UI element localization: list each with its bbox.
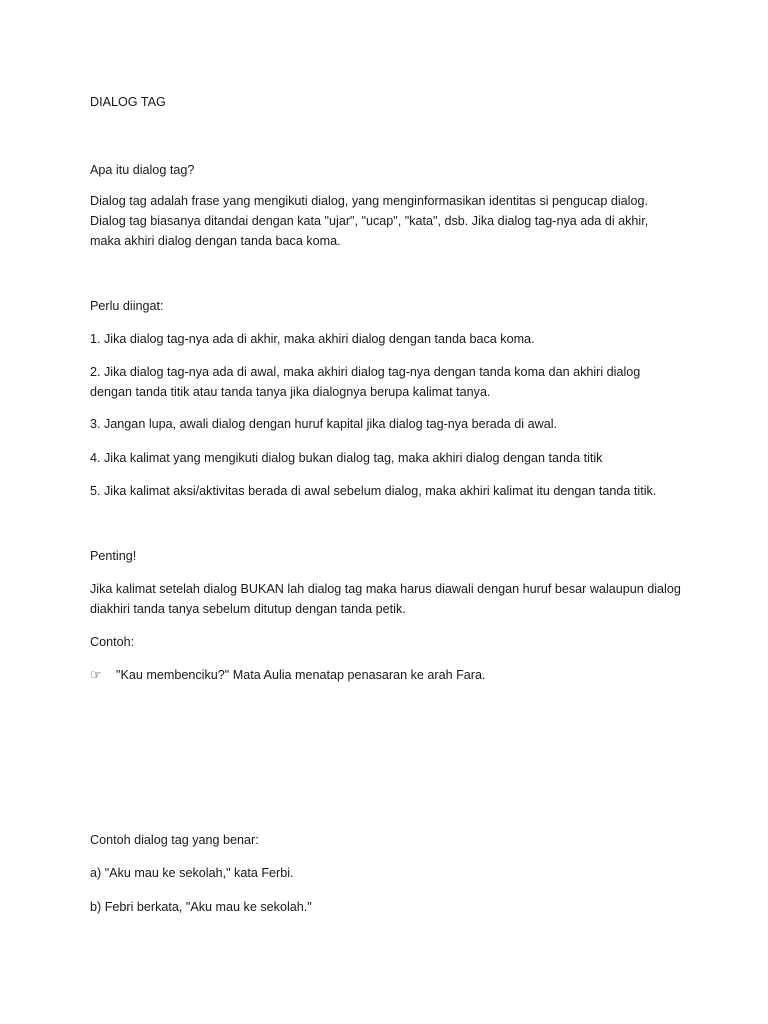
correct-example-a: a) "Aku mau ke sekolah," kata Ferbi. (90, 866, 294, 880)
remember-heading: Perlu diingat: (90, 299, 164, 313)
document-title: DIALOG TAG (90, 95, 166, 109)
question-heading: Apa itu dialog tag? (90, 163, 195, 177)
pointing-hand-icon: ☞ (90, 668, 102, 683)
important-line: Jika kalimat setelah dialog BUKAN lah dialog tag maka harus diawali dengan huruf besar walaupun dialog (90, 582, 681, 596)
example-text: "Kau membenciku?" Mata Aulia menatap penasaran ke arah Fara. (116, 668, 486, 682)
important-paragraph (90, 579, 690, 619)
rule-2-line: dengan tanda titik atau tanda tanya jika dialognya berupa kalimat tanya. (90, 385, 491, 399)
intro-line: maka akhiri dialog dengan tanda baca koma. (90, 234, 341, 248)
rule-4: 4. Jika kalimat yang mengikuti dialog bukan dialog tag, maka akhiri dialog dengan tanda titik (90, 451, 603, 465)
rule-1: 1. Jika dialog tag-nya ada di akhir, maka akhiri dialog dengan tanda baca koma. (90, 332, 535, 346)
rule-2-line: 2. Jika dialog tag-nya ada di awal, maka akhiri dialog tag-nya dengan tanda koma dan akhiri dialog (90, 365, 641, 379)
rule-3: 3. Jangan lupa, awali dialog dengan huruf kapital jika dialog tag-nya berada di awal. (90, 417, 557, 431)
important-heading: Penting! (90, 549, 137, 563)
correct-example-b: b) Febri berkata, "Aku mau ke sekolah." (90, 900, 312, 914)
example-item (90, 665, 485, 686)
correct-heading: Contoh dialog tag yang benar: (90, 833, 259, 847)
intro-line: Dialog tag adalah frase yang mengikuti dialog, yang menginformasikan identitas si pengucap dialog. (90, 194, 648, 208)
example-heading: Contoh: (90, 635, 135, 649)
rule-5: 5. Jika kalimat aksi/aktivitas berada di awal sebelum dialog, maka akhiri kalimat itu dengan tanda titik. (90, 484, 657, 498)
rule-2 (90, 362, 690, 402)
intro-line: Dialog tag biasanya ditandai dengan kata "ujar", "ucap", "kata", dsb. Jika dialog tag-nya ada di akhir, (90, 214, 649, 228)
important-line: diakhiri tanda tanya sebelum ditutup dengan tanda petik. (90, 602, 406, 616)
intro-paragraph (90, 191, 690, 251)
